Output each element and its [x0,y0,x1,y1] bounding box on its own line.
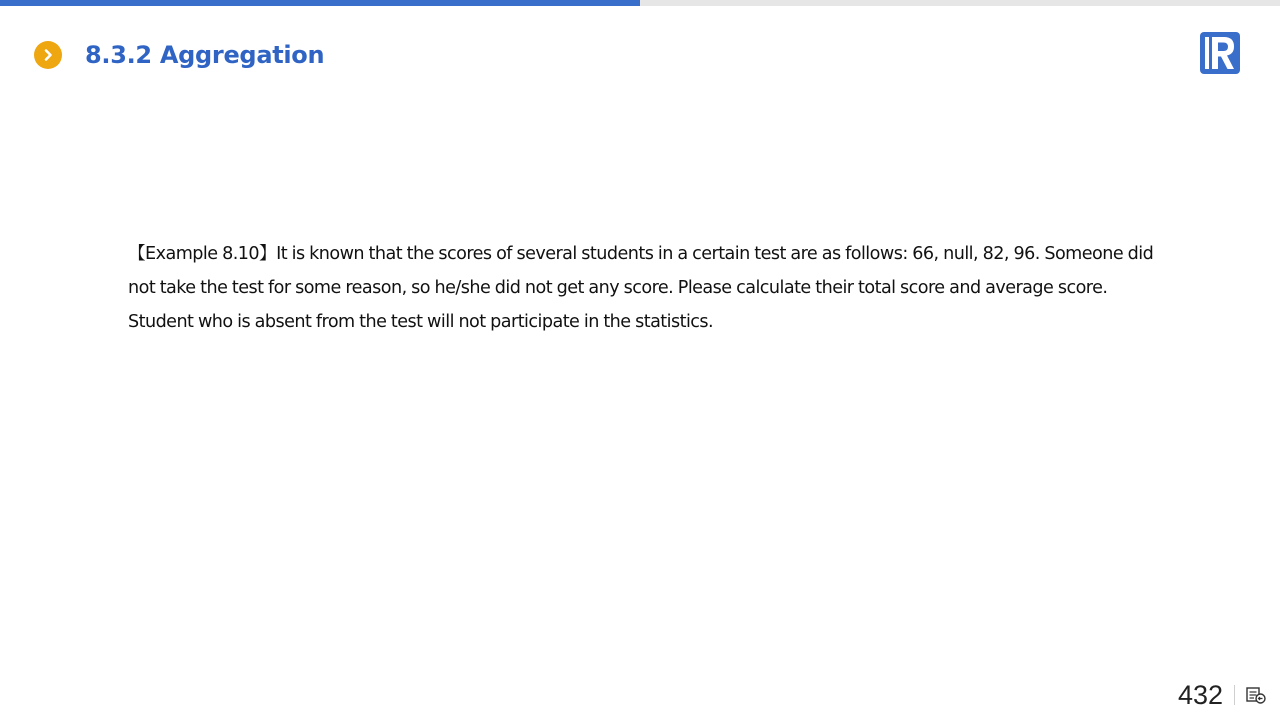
slide-footer [1178,679,1268,711]
chevron-right-icon [34,41,62,69]
slide-progress-fill [0,0,640,6]
page-number: 432 [1177,679,1223,710]
footer-divider [1234,685,1235,705]
notes-icon[interactable] [1244,683,1268,707]
page-title: 8.3.2 Aggregation [85,41,325,69]
r-logo-icon [1199,31,1241,75]
slide-progress-track [0,0,1280,6]
slide-header [34,40,324,70]
example-paragraph: 【Example 8.10】It is known that the scores of several students in a certain test are as follows: 66, null, 82, 96. Someone did not take the test for some reason, so he/she did not get any score. Please calculate their total score and average score. Student who is absent from the test will not participate in the statistics. [128,244,1154,332]
